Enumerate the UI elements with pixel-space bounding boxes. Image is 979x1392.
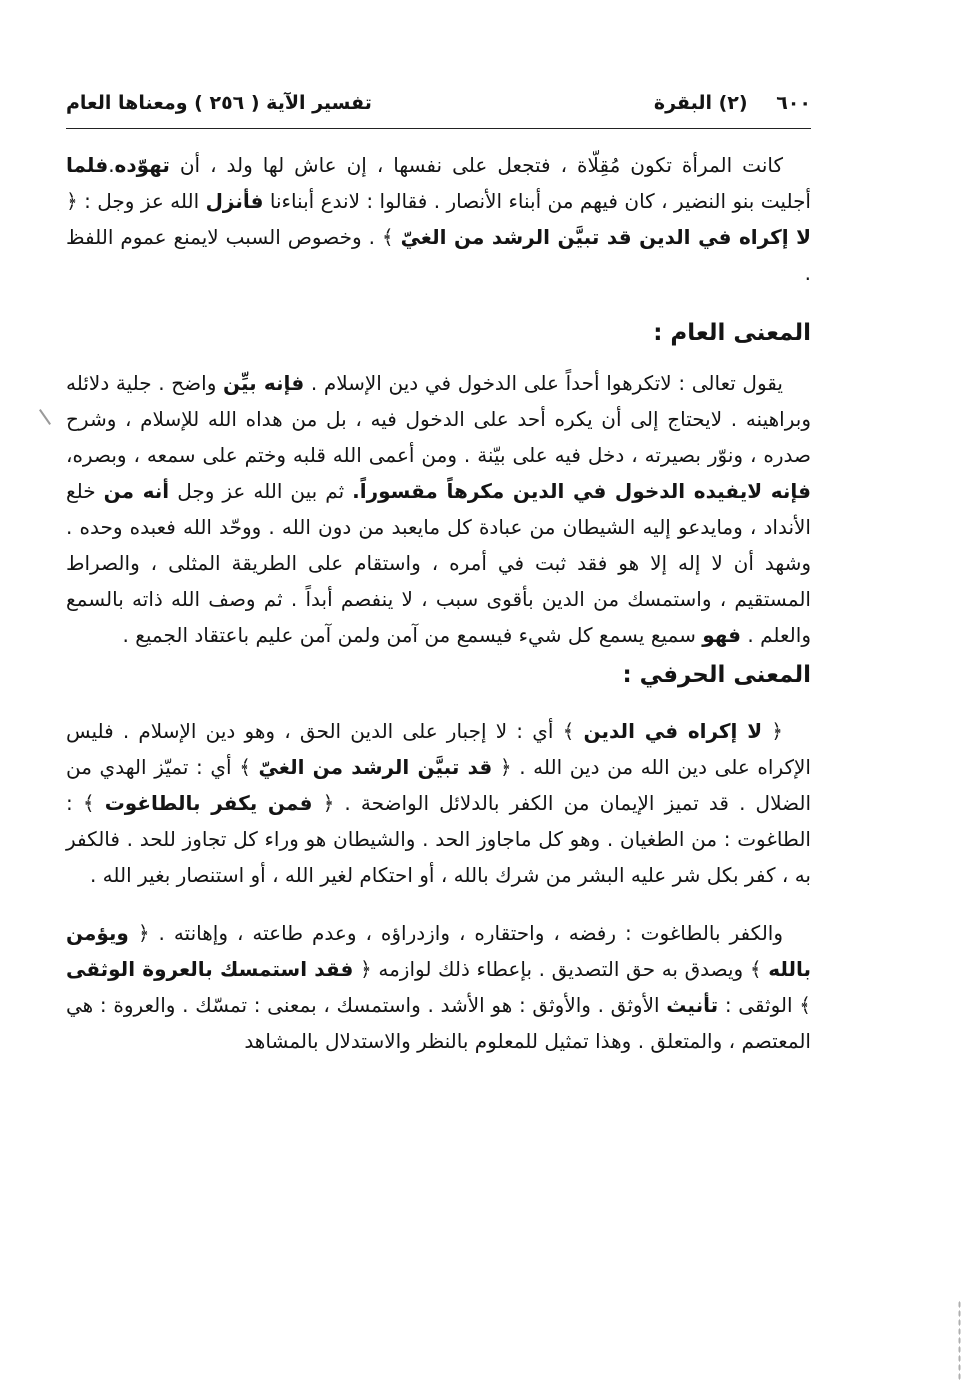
general-meaning-paragraph (66, 365, 811, 653)
text-run: الأوثق . والأوثق : هو الأشد . واستمسك ، بمعنى : تمسّك . والعروة : هي المعتصم ، والمتعلق . وهذا تمثيل للمعلوم بالنظر والاستدلال بالمشاهد (66, 993, 811, 1053)
bold-run: أنه من (103, 479, 170, 503)
text-run: أي : تميّز الهدي من الضلال . قد تميز الإيمان من الكفر بالدلائل الواضحة . (66, 755, 812, 815)
intro-paragraph (66, 147, 811, 291)
text-run: الوثقى : (718, 993, 800, 1017)
quran-verse: فقد استمسك بالعروة الوثقى (66, 957, 354, 981)
bold-run: فهو (702, 623, 742, 647)
bold-run: فإنه بيِّن (223, 371, 305, 395)
quran-bracket-open: ﴿ (771, 719, 783, 743)
section-title: تفسير الآية ( ٢٥٦ ) ومعناها العام (66, 92, 372, 114)
quran-bracket-open: ﴿ (66, 189, 78, 213)
quran-bracket-close: ﴾ (82, 791, 95, 815)
kufr-paragraph (66, 915, 811, 1059)
surah-name: (٢) البقرة (653, 92, 748, 114)
text-run: الله عز وجل : (77, 189, 206, 213)
gutter-scan-dots (958, 1300, 961, 1380)
bold-run: تأنيث (666, 993, 719, 1017)
quran-verse: لا إكراه في الدين (583, 719, 763, 743)
heading-literal-meaning: المعنى الحرفي : (622, 662, 811, 688)
literal-meaning-paragraph (66, 713, 811, 893)
quran-verse: لا إكراه في الدين قد تبيَّن الرشد من الغيّ (400, 225, 812, 249)
text-run: أي : لا إجبار على الدين الحق ، وهو دين الإسلام . فليس الإكراه على دين الله من دين الله . (66, 719, 811, 779)
text-run: كانت المرأة تكون مُقِلّاة ، فتجعل على نفسها ، إن عاش لها ولد ، أن (169, 153, 783, 177)
quran-bracket-open: ﴿ (360, 957, 372, 981)
quran-bracket-close: ﴾ (562, 719, 575, 743)
text-run: أجليت بنو النضير ، كان فيهم من أبناء الأنصار . فقالوا : لاندع أبناءنا (263, 189, 811, 213)
page-number: ٦٠٠ (776, 92, 811, 114)
bold-run: فإنه لايفيده الدخول في الدين مكرهاً مقسوراً. (352, 479, 811, 503)
text-run: سميع يسمع كل شيء فيسمع من آمن ولمن آمن عليم باعتقاد الجميع . (122, 623, 703, 647)
quran-bracket-close: ﴾ (239, 755, 251, 779)
quran-bracket-open: ﴿ (137, 921, 150, 945)
quran-bracket-close: ﴾ (381, 225, 394, 249)
text-run: . وخصوص السبب لايمنع عموم اللفظ . (66, 225, 811, 285)
text-run: والكفر بالطاغوت : رفضه ، واحتقاره ، وازدراؤه ، وعدم طاعته ، وإهانته . (149, 921, 784, 945)
quran-verse: فمن يكفر بالطاغوت (104, 791, 313, 815)
text-run: : الطاغوت : من الطغيان . وهو كل ماجاوز الحد . والشيطان هو وراء كل تجاوز للحد . فالكفر به ، كفر بكل شر عليه البشر من شرك بالله ، أو احتكام لغير الله ، أو استنصار بغير الله . (66, 791, 811, 887)
quran-bracket-open: ﴿ (322, 791, 335, 815)
book-page (66, 78, 811, 1059)
text-run: . (108, 153, 115, 177)
quran-verse: ويؤمن بالله (66, 921, 812, 981)
quran-bracket-close: ﴾ (749, 957, 762, 981)
header-right (654, 92, 811, 114)
heading-general-meaning: المعنى العام : (653, 320, 811, 346)
quran-bracket-open: ﴿ (499, 755, 512, 779)
quran-bracket-close: ﴾ (799, 993, 811, 1017)
text-run: ثم بين الله عز وجل (169, 479, 353, 503)
text-run: واضح . جلية دلائله وبراهينه . لايحتاج إلى أن يكره أحد على الدخول فيه ، بل من هداه الله للإسلام ، وشرح صدره ، ونوّر بصيرته ، دخل فيه على بيّنة . ومن أعمى الله قلبه وختم على سمعه ، وبصره، (66, 371, 811, 467)
bold-run: تهوّده (114, 153, 170, 177)
bold-run: فلما (66, 153, 109, 177)
running-header (66, 78, 811, 129)
quran-verse: قد تبيَّن الرشد من الغيّ (258, 755, 493, 779)
margin-pencil-mark (39, 409, 51, 425)
text-run: يقول تعالى : لاتكرهوا أحداً على الدخول في دين الإسلام . (304, 371, 783, 395)
text-run: خلع الأنداد ، ومايدعو إليه الشيطان من عبادة كل مايعبد من دون الله . ووحّد الله فعبده وحده . وشهد أن لا إله إلا هو فقد ثبت في أمره ، واستقام على الطريقة المثلى ، والصراط المستقيم ، واستمسك من الدين بأقوى سبب ، لا ينفصم أبداً . ثم وصف الله ذاته بالسمع والعلم . (66, 479, 811, 647)
text-run: ويصدق به حق التصديق . بإعطاء ذلك لوازمه (371, 957, 750, 981)
bold-run: فأنزل (205, 189, 264, 213)
